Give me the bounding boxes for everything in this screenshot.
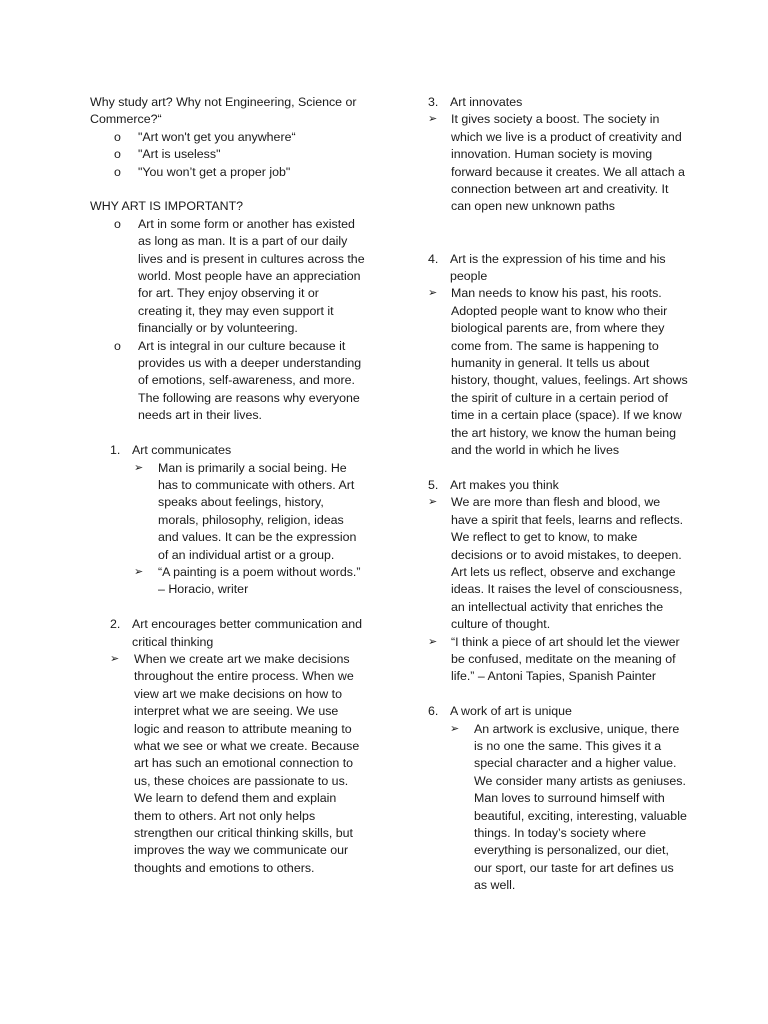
section-number: 1. bbox=[110, 443, 121, 458]
section-number: 6. bbox=[428, 704, 439, 719]
section-bullet bbox=[90, 460, 365, 564]
section-heading bbox=[428, 477, 690, 494]
quote-text: "Art is useless" bbox=[138, 147, 221, 162]
section-bullet-text: An artwork is exclusive, unique, there is no one the same. This gives it a special character and a higher value. We consider many artists as geniuses. Man loves to surround himself with beautiful, exciting, interesting, valuable things. In today’s society where everything is personalized, our diet, our sport, our taste for art defines us as well. bbox=[474, 721, 687, 893]
section-bullet bbox=[428, 285, 690, 459]
quote-item bbox=[90, 164, 365, 181]
section-heading bbox=[428, 703, 690, 720]
section-bullet-text: Man is primarily a social being. He has to communicate with others. Art speaks about feelings, history, morals, philosophy, religion, ideas and values. It can be the expression of an individual artist or a group. bbox=[158, 460, 357, 562]
arrow-bullet-icon: ➢ bbox=[428, 113, 438, 126]
section-title: Art is the expression of his time and his people bbox=[450, 251, 666, 284]
section-bullet bbox=[428, 634, 690, 686]
section-title: Art communicates bbox=[132, 443, 232, 458]
arrow-bullet-icon: ➢ bbox=[428, 287, 438, 300]
arrow-bullet-icon: ➢ bbox=[428, 635, 438, 648]
circle-bullet-icon: o bbox=[114, 129, 121, 144]
section-bullet-text: It gives society a boost. The society in which we live is a product of creativity and innovation. Human society is moving forward because it creates. We all attach a connection between art and creativity. It can open new unknown paths bbox=[451, 112, 685, 214]
section-bullet-text: Man needs to know his past, his roots. Adopted people want to know who their biological parents are, from where they come from. The same is happening to humanity in general. It tells us about history, thought, values, feelings. Art shows the spirit of culture in a certain period of time in a certain place (space). If we know the art history, we know the human being and the world in which he lives bbox=[451, 286, 688, 458]
section-title: A work of art is unique bbox=[450, 704, 572, 719]
section-bullet-text: We are more than flesh and blood, we have a spirit that feels, learns and reflects. We reflect to get to know, to make decisions or to avoid mistakes, to deepen. Art lets us reflect, observe and exchange ideas. It raises the level of consciousness, an intellectual activity that enriches the culture of thought. bbox=[451, 495, 684, 632]
important-point-text: Art is integral in our culture because it provides us with a deeper understanding of emotions, self-awareness, and more. The following are reasons why everyone needs art in their lives. bbox=[138, 338, 362, 423]
section-title: Art encourages better communication and critical thinking bbox=[132, 617, 363, 649]
arrow-bullet-icon: ➢ bbox=[134, 565, 144, 578]
circle-bullet-icon: o bbox=[114, 216, 121, 231]
section-bullet bbox=[90, 651, 365, 877]
section-bullet bbox=[428, 494, 690, 633]
section-bullet-text: “I think a piece of art should let the viewer be confused, meditate on the meaning of life.” – Antoni Tapies, Spanish Painter bbox=[451, 634, 680, 684]
quote-text: "Art won't get you anywhere“ bbox=[138, 129, 296, 144]
important-point-text: Art in some form or another has existed as long as man. It is a part of our daily lives and is present in cultures across the world. Most people have an appreciation for art. They enjoy observing it or creating it, they may even support it financially or by volunteering. bbox=[138, 216, 365, 336]
section-bullet-text: When we create art we make decisions throughout the entire process. When we view art we make decisions on how to interpret what we are seeing. We use logic and reason to attribute meaning to what we see or what we create. Because art has such an emotional connection to us, these choices are passionate to us. We learn to defend them and explain them to others. Art not only helps strengthen our critical thinking skills, but improves the way we communicate our thoughts and emotions to others. bbox=[134, 651, 360, 875]
quote-item bbox=[90, 129, 365, 146]
section-bullet bbox=[428, 111, 690, 215]
section-number: 2. bbox=[110, 617, 121, 632]
section-bullet bbox=[90, 564, 365, 599]
arrow-bullet-icon: ➢ bbox=[110, 652, 120, 665]
circle-bullet-icon: o bbox=[114, 147, 121, 162]
arrow-bullet-icon: ➢ bbox=[428, 496, 438, 509]
important-point bbox=[90, 216, 365, 338]
intro-heading: Why study art? Why not Engineering, Science or Commerce?“ bbox=[90, 95, 357, 127]
circle-bullet-icon: o bbox=[114, 338, 121, 353]
section-bullet bbox=[428, 721, 690, 895]
quote-text: "You won’t get a proper job" bbox=[138, 164, 291, 179]
section-title: Art makes you think bbox=[450, 477, 559, 492]
section-heading bbox=[428, 94, 690, 111]
section-number: 4. bbox=[428, 251, 439, 266]
section-title: Art innovates bbox=[450, 95, 523, 109]
right-column bbox=[428, 94, 690, 895]
arrow-bullet-icon: ➢ bbox=[450, 722, 460, 735]
section-number: 5. bbox=[428, 477, 439, 492]
section-number: 3. bbox=[428, 95, 439, 109]
section-heading bbox=[90, 442, 365, 459]
circle-bullet-icon: o bbox=[114, 164, 121, 179]
important-heading: WHY ART IS IMPORTANT? bbox=[90, 199, 244, 214]
section-bullet-text: “A painting is a poem without words.” – Horacio, writer bbox=[158, 564, 361, 597]
left-column bbox=[90, 94, 365, 877]
arrow-bullet-icon: ➢ bbox=[134, 461, 144, 474]
section-heading bbox=[90, 616, 365, 651]
quote-item bbox=[90, 146, 365, 163]
important-point bbox=[90, 338, 365, 425]
section-heading bbox=[428, 251, 690, 286]
